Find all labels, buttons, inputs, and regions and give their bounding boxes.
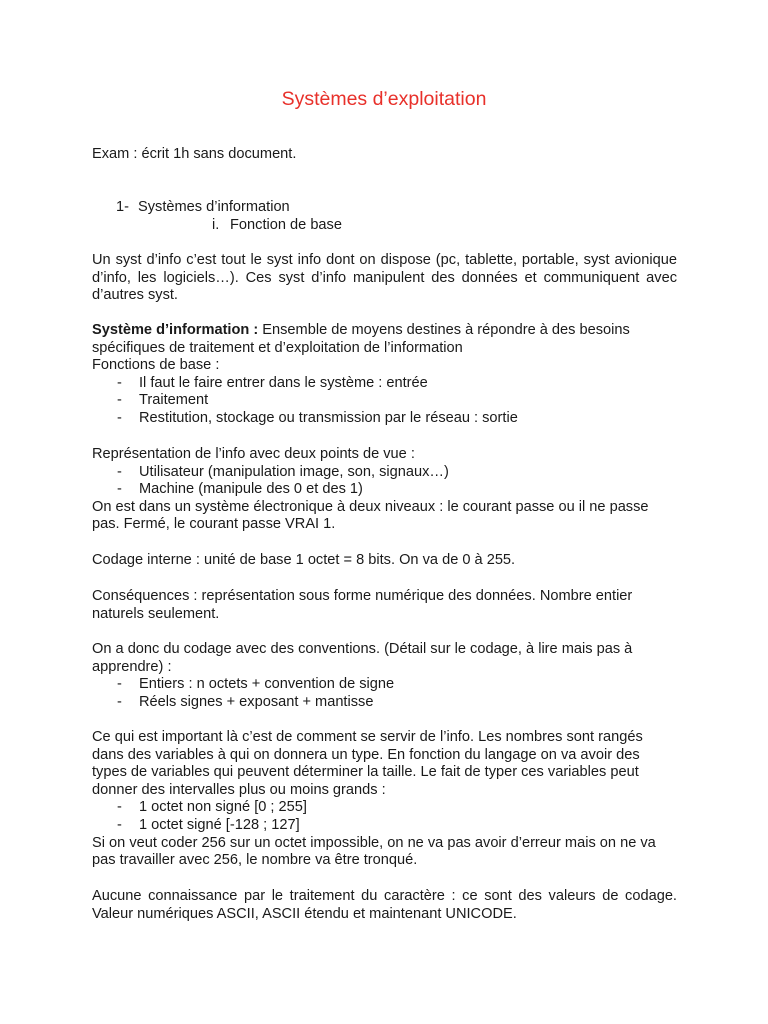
representation-block (92, 446, 677, 534)
definition-block (92, 322, 677, 428)
list-item: - Réels signes + exposant + mantisse (92, 694, 677, 712)
list-item: - 1 octet signé [-128 ; 127] (92, 817, 677, 835)
list-item: - Il faut le faire entrer dans le système : entrée (92, 375, 677, 393)
paragraph-256: Si on veut coder 256 sur un octet impossible, on ne va pas avoir d’erreur mais on ne va pas travailler avec 256, le nombre va être tronqué. (92, 834, 656, 869)
paragraph-conventions: On a donc du codage avec des conventions. (Détail sur le codage, à lire mais pas à apprendre) : (92, 641, 633, 675)
types-block (92, 729, 677, 870)
definition-term: Système d’information : (92, 322, 259, 338)
definition-paragraph (92, 322, 677, 357)
conventions-block (92, 641, 677, 711)
fonctions-label: Fonctions de base : (92, 357, 220, 374)
paragraph-ascii: Aucune connaissance par le traitement du caractère : ce sont des valeurs de codage. Valeur numériques ASCII, ASCII étendu et maintenant UNICODE. (92, 888, 677, 922)
heading-level-1 (116, 199, 290, 217)
representation-list (92, 464, 677, 499)
paragraph-codage: Codage interne : unité de base 1 octet = 8 bits. On va de 0 à 255. (92, 552, 516, 568)
list-item: - Entiers : n octets + convention de signe (92, 676, 677, 694)
list-item: - Restitution, stockage ou transmission par le réseau : sortie (92, 410, 677, 428)
list-item: - Utilisateur (manipulation image, son, signaux…) (92, 464, 677, 482)
heading-label: Fonction de base (230, 217, 342, 233)
paragraph-syst-info: Un syst d’info c’est tout le syst info dont on dispose (pc, tablette, portable, syst avionique d’info, les logiciels…). Ces syst d’info manipulent des données et communiquent avec d’autres syst. (92, 252, 677, 304)
heading-number: i. (212, 217, 220, 233)
list-item: - 1 octet non signé [0 ; 255] (92, 799, 677, 817)
octets-list (92, 799, 677, 834)
heading-label: Systèmes d’information (138, 199, 290, 215)
exam-line: Exam : écrit 1h sans document. (92, 146, 297, 162)
list-item: - Traitement (92, 392, 677, 410)
paragraph-niveaux: On est dans un système électronique à deux niveaux : le courant passe ou il ne passe pas. Fermé, le courant passe VRAI 1. (92, 498, 649, 533)
paragraph-consequences: Conséquences : représentation sous forme numérique des données. Nombre entier naturels seulement. (92, 588, 633, 622)
representation-label: Représentation de l’info avec deux points de vue : (92, 446, 415, 462)
heading-number: 1- (116, 199, 129, 215)
heading-level-2 (212, 217, 342, 235)
paragraph-types: Ce qui est important là c’est de comment se servir de l’info. Les nombres sont rangés dans des variables à qui on donnera un type. En fonction du langage on va avoir des types de variables qui peuvent déterminer la taille. Le fait de typer ces variables peut donner des intervalles plus ou moins grands : (92, 729, 643, 798)
document-title: Systèmes d’exploitation (281, 88, 487, 110)
definition-text: Ensemble de moyens destines à répondre à des besoins spécifiques de traitement et d’exploitation de l’information (92, 322, 630, 356)
list-item: - Machine (manipule des 0 et des 1) (92, 481, 677, 499)
conventions-list (92, 676, 677, 711)
fonctions-list (92, 375, 677, 428)
